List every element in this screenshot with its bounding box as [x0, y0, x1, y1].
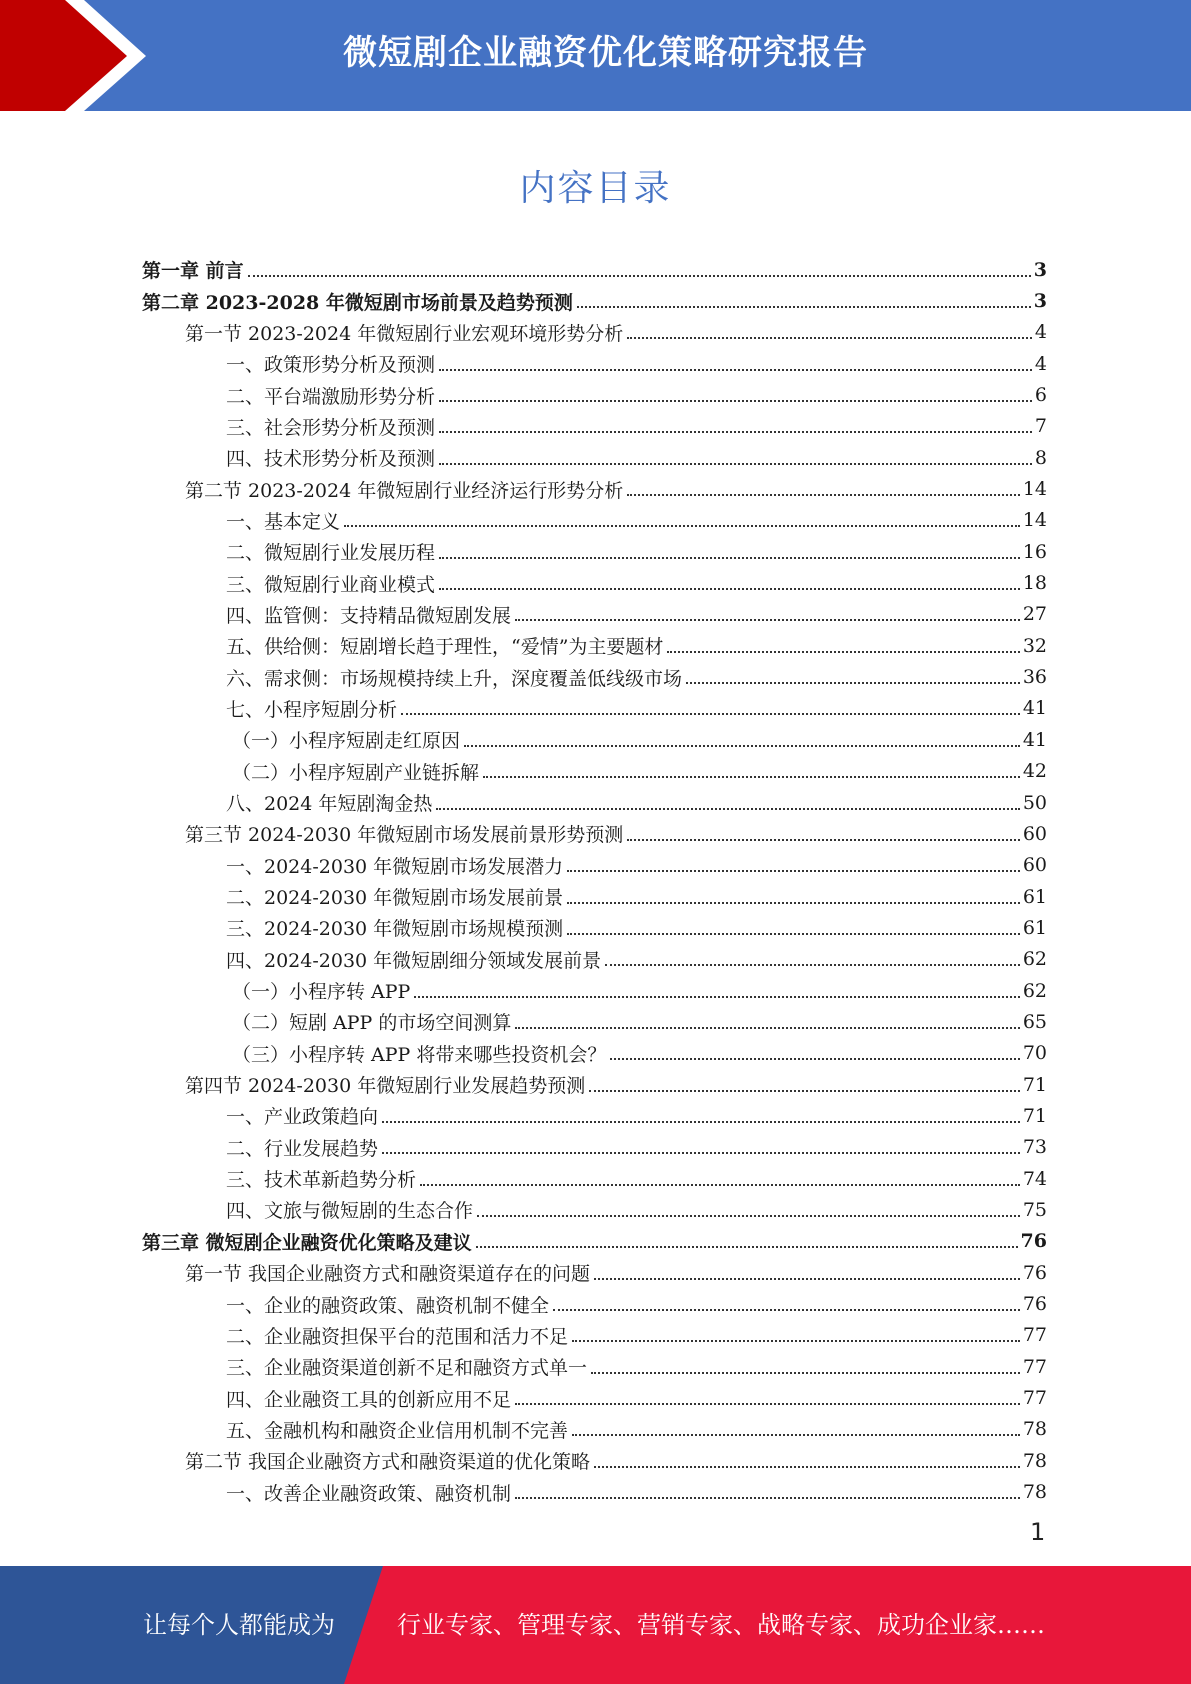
toc-entry-label: 一、基本定义: [226, 510, 341, 533]
toc-entry-page: 71: [1022, 1104, 1047, 1127]
toc-entry[interactable]: [142, 1132, 1047, 1163]
toc-entry-page: 3: [1033, 290, 1047, 313]
toc-entry-page: 41: [1022, 697, 1047, 720]
toc-entry-page: 60: [1022, 822, 1047, 845]
toc-entry-label: 三、微短剧行业商业模式: [226, 573, 436, 596]
toc-entry[interactable]: [142, 411, 1047, 442]
toc-entry[interactable]: [142, 1100, 1047, 1131]
toc-entry[interactable]: [142, 567, 1047, 598]
toc-entry-page: 73: [1022, 1136, 1047, 1159]
toc-entry-label: （三）小程序转 APP 将带来哪些投资机会？: [232, 1043, 607, 1066]
toc-entry[interactable]: [142, 661, 1047, 692]
toc-entry[interactable]: [142, 881, 1047, 912]
toc-entry-label: 第二节 2023-2024 年微短剧行业经济运行形势分析: [185, 479, 624, 502]
toc-entry-label: （一）小程序转 APP: [232, 981, 411, 1004]
toc-dot-leader: [567, 870, 1020, 872]
toc-entry-label: 第一节 我国企业融资方式和融资渠道存在的问题: [185, 1263, 591, 1286]
toc-entry-page: 41: [1022, 728, 1047, 751]
toc-entry-page: 16: [1022, 540, 1047, 563]
toc-entry-page: 4: [1034, 352, 1047, 375]
toc-entry[interactable]: [142, 254, 1047, 285]
toc-dot-leader: [577, 306, 1031, 308]
toc-dot-leader: [627, 337, 1032, 339]
toc-entry-page: 62: [1022, 948, 1047, 971]
toc-entry[interactable]: [142, 473, 1047, 504]
toc-entry-label: （二）小程序短剧产业链拆解: [232, 761, 480, 784]
toc-entry-label: 第三章 微短剧企业融资优化策略及建议: [142, 1231, 472, 1254]
toc-entry-page: 76: [1022, 1261, 1047, 1284]
footer-bar: [0, 1566, 1191, 1684]
toc-entry[interactable]: [142, 599, 1047, 630]
toc-entry[interactable]: [142, 1194, 1047, 1225]
toc-entry-label: 六、需求侧：市场规模持续上升，深度覆盖低线级市场: [226, 667, 683, 690]
toc-entry-label: 三、2024-2030 年微短剧市场规模预测: [226, 918, 564, 941]
toc-entry-label: 二、行业发展趋势: [226, 1137, 379, 1160]
toc-entry-page: 36: [1022, 666, 1047, 689]
toc-entry[interactable]: [142, 379, 1047, 410]
toc-entry[interactable]: [142, 285, 1047, 316]
toc-entry[interactable]: [142, 630, 1047, 661]
toc-entry-page: 62: [1022, 979, 1047, 1002]
table-of-contents: [142, 254, 1047, 1508]
toc-entry-label: （一）小程序短剧走红原因: [232, 730, 461, 753]
toc-entry[interactable]: [142, 850, 1047, 881]
toc-entry-label: 一、企业的融资政策、融资机制不健全: [226, 1294, 550, 1317]
toc-dot-leader: [439, 369, 1032, 371]
toc-entry-page: 18: [1022, 572, 1047, 595]
toc-entry-label: 二、2024-2030 年微短剧市场发展前景: [226, 887, 564, 910]
toc-dot-leader: [605, 964, 1020, 966]
page-number: 1: [1030, 1518, 1046, 1546]
toc-entry-label: 四、2024-2030 年微短剧细分领域发展前景: [226, 949, 602, 972]
toc-entry-label: 四、监管侧：支持精品微短剧发展: [226, 604, 512, 627]
toc-entry[interactable]: [142, 912, 1047, 943]
toc-dot-leader: [439, 463, 1032, 465]
toc-entry-label: 二、平台端激励形势分析: [226, 385, 436, 408]
report-title: 微短剧企业融资优化策略研究报告: [343, 33, 868, 73]
toc-entry-page: 78: [1022, 1418, 1047, 1441]
toc-entry-page: 61: [1022, 916, 1047, 939]
toc-dot-leader: [476, 1246, 1018, 1248]
toc-entry[interactable]: [142, 818, 1047, 849]
toc-entry-label: 一、产业政策趋向: [226, 1106, 379, 1129]
toc-entry-label: 三、社会形势分析及预测: [226, 416, 436, 439]
toc-dot-leader: [627, 839, 1020, 841]
toc-dot-leader: [515, 1027, 1019, 1029]
toc-entry-label: 一、2024-2030 年微短剧市场发展潜力: [226, 855, 564, 878]
toc-entry[interactable]: [142, 442, 1047, 473]
toc-dot-leader: [515, 619, 1020, 621]
toc-entry-label: 第二章 2023-2028 年微短剧市场前景及趋势预测: [142, 291, 573, 314]
toc-entry-page: 75: [1022, 1198, 1047, 1221]
toc-entry-page: 6: [1034, 384, 1047, 407]
toc-entry-label: 四、技术形势分析及预测: [226, 448, 436, 471]
toc-entry-page: 50: [1022, 791, 1047, 814]
toc-entry[interactable]: [142, 1038, 1047, 1069]
toc-dot-leader: [420, 1184, 1020, 1186]
toc-dot-leader: [572, 1340, 1020, 1342]
toc-dot-leader: [464, 745, 1020, 747]
toc-entry-page: 70: [1022, 1042, 1047, 1065]
toc-entry[interactable]: [142, 505, 1047, 536]
toc-dot-leader: [515, 1403, 1020, 1405]
toc-dot-leader: [686, 682, 1020, 684]
toc-entry[interactable]: [142, 536, 1047, 567]
toc-dot-leader: [344, 525, 1020, 527]
toc-entry-label: 四、企业融资工具的创新应用不足: [226, 1388, 512, 1411]
footer-slogan-right: 行业专家、管理专家、营销专家、战略专家、成功企业家……: [397, 1611, 1045, 1639]
toc-entry-page: 3: [1033, 258, 1047, 281]
toc-dot-leader: [667, 651, 1019, 653]
toc-entry[interactable]: [142, 1226, 1047, 1257]
toc-entry-label: 第二节 我国企业融资方式和融资渠道的优化策略: [185, 1451, 591, 1474]
toc-entry[interactable]: [142, 944, 1047, 975]
toc-dot-leader: [553, 1309, 1020, 1311]
toc-entry-page: 65: [1022, 1010, 1047, 1033]
toc-entry[interactable]: [142, 1320, 1047, 1351]
toc-entry-page: 8: [1034, 446, 1047, 469]
toc-entry[interactable]: [142, 1382, 1047, 1413]
toc-entry-page: 7: [1034, 415, 1047, 438]
toc-entry-label: 一、改善企业融资政策、融资机制: [226, 1482, 512, 1505]
toc-entry-page: 77: [1022, 1355, 1047, 1378]
toc-entry-page: 14: [1022, 478, 1047, 501]
toc-entry-label: 七、小程序短剧分析: [226, 698, 398, 721]
toc-entry-label: 第一章 前言: [142, 260, 244, 283]
toc-entry[interactable]: [142, 348, 1047, 379]
toc-entry-label: 二、企业融资担保平台的范围和活力不足: [226, 1325, 569, 1348]
toc-dot-leader: [382, 1121, 1020, 1123]
toc-dot-leader: [436, 808, 1019, 810]
toc-entry-label: 第四节 2024-2030 年微短剧行业发展趋势预测: [185, 1075, 586, 1098]
toc-dot-leader: [483, 776, 1020, 778]
toc-entry-label: 五、金融机构和融资企业信用机制不完善: [226, 1419, 569, 1442]
toc-entry-page: 76: [1020, 1230, 1047, 1253]
toc-dot-leader: [439, 588, 1020, 590]
toc-entry-label: 四、文旅与微短剧的生态合作: [226, 1200, 474, 1223]
toc-dot-leader: [589, 1090, 1020, 1092]
toc-entry-page: 76: [1022, 1293, 1047, 1316]
toc-entry-page: 78: [1022, 1449, 1047, 1472]
toc-entry-label: 第三节 2024-2030 年微短剧市场发展前景形势预测: [185, 824, 624, 847]
toc-entry-label: 第一节 2023-2024 年微短剧行业宏观环境形势分析: [185, 322, 624, 345]
toc-entry[interactable]: [142, 317, 1047, 348]
toc-entry-page: 14: [1022, 509, 1047, 532]
toc-entry-page: 32: [1022, 634, 1047, 657]
footer-slogan-left: 让每个人都能成为: [143, 1611, 335, 1639]
toc-entry[interactable]: [142, 1476, 1047, 1507]
toc-dot-leader: [439, 400, 1032, 402]
toc-entry[interactable]: [142, 1257, 1047, 1288]
toc-entry-page: 71: [1022, 1073, 1047, 1096]
toc-dot-leader: [477, 1215, 1020, 1217]
toc-entry[interactable]: [142, 693, 1047, 724]
toc-entry-label: 三、技术革新趋势分析: [226, 1169, 417, 1192]
toc-dot-leader: [248, 275, 1031, 277]
toc-dot-leader: [567, 902, 1020, 904]
toc-dot-leader: [591, 1372, 1020, 1374]
toc-dot-leader: [439, 431, 1032, 433]
toc-entry-page: 77: [1022, 1387, 1047, 1410]
toc-entry[interactable]: [142, 1445, 1047, 1476]
toc-dot-leader: [594, 1466, 1020, 1468]
toc-dot-leader: [594, 1278, 1020, 1280]
toc-entry-label: 八、2024 年短剧淘金热: [226, 793, 433, 816]
toc-entry-page: 27: [1022, 603, 1047, 626]
toc-entry-label: 三、企业融资渠道创新不足和融资方式单一: [226, 1357, 588, 1380]
toc-entry[interactable]: [142, 975, 1047, 1006]
toc-entry-page: 78: [1022, 1481, 1047, 1504]
toc-dot-leader: [382, 1152, 1020, 1154]
toc-entry[interactable]: [142, 1163, 1047, 1194]
toc-heading: 内容目录: [519, 168, 672, 209]
toc-dot-leader: [627, 494, 1020, 496]
toc-entry[interactable]: [142, 787, 1047, 818]
toc-entry-page: 60: [1022, 854, 1047, 877]
toc-entry[interactable]: [142, 1288, 1047, 1319]
toc-entry-page: 4: [1034, 321, 1047, 344]
toc-dot-leader: [567, 933, 1020, 935]
toc-dot-leader: [515, 1497, 1020, 1499]
toc-dot-leader: [401, 713, 1020, 715]
toc-entry-label: 二、微短剧行业发展历程: [226, 542, 436, 565]
toc-entry-page: 77: [1022, 1324, 1047, 1347]
toc-entry-label: 一、政策形势分析及预测: [226, 354, 436, 377]
toc-entry[interactable]: [142, 756, 1047, 787]
toc-entry[interactable]: [142, 1006, 1047, 1037]
toc-entry-page: 42: [1022, 760, 1047, 783]
toc-entry[interactable]: [142, 1351, 1047, 1382]
toc-dot-leader: [610, 1058, 1019, 1060]
toc-entry-page: 74: [1022, 1167, 1047, 1190]
toc-dot-leader: [439, 557, 1020, 559]
toc-entry[interactable]: [142, 1069, 1047, 1100]
toc-entry[interactable]: [142, 1414, 1047, 1445]
toc-entry-page: 61: [1022, 885, 1047, 908]
toc-entry-label: 五、供给侧：短剧增长趋于理性，“爱情”为主要题材: [226, 636, 664, 659]
toc-entry-label: （二）短剧 APP 的市场空间测算: [232, 1012, 512, 1035]
toc-dot-leader: [572, 1434, 1020, 1436]
toc-dot-leader: [414, 996, 1019, 998]
header-bar: [0, 0, 1191, 111]
toc-entry[interactable]: [142, 724, 1047, 755]
